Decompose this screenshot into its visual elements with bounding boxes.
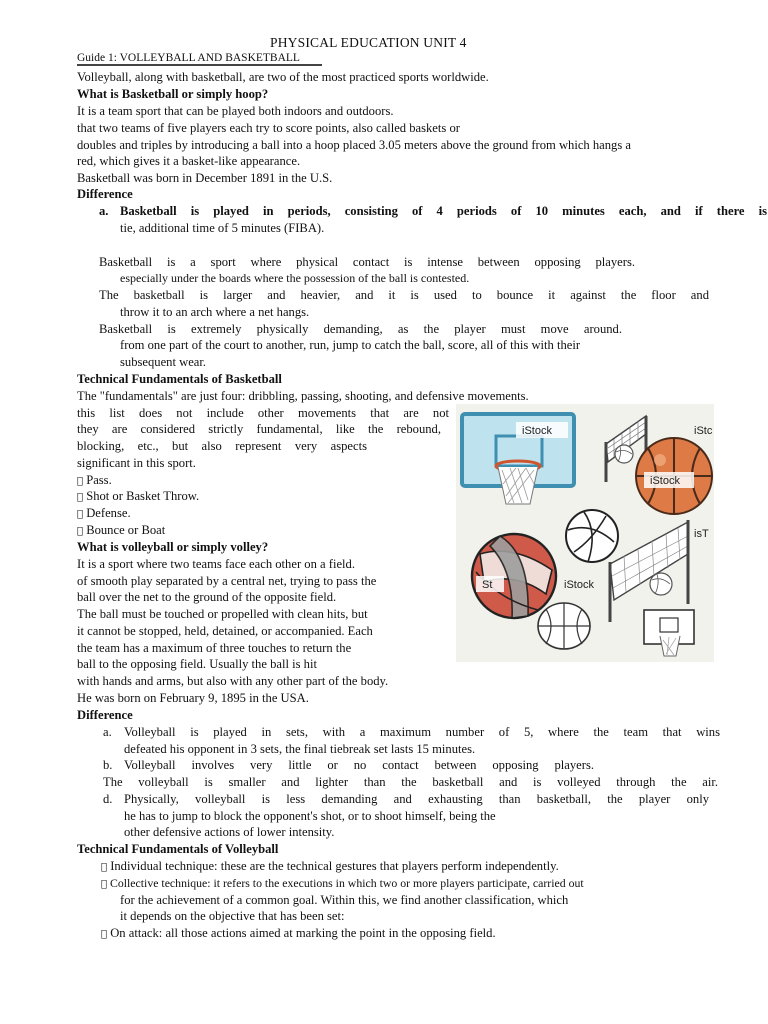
basketball-line: It is a team sport that can be played both indoors and outdoors.: [77, 104, 394, 118]
volleyball-line: He was born on February 9, 1895 in the USA.: [77, 691, 309, 705]
basketball-line: that two teams of five players each try to score points, also called baskets or: [77, 121, 460, 135]
bullet-item: [101, 858, 559, 876]
volleyball-line: the team has a maximum of three touches to return the: [77, 641, 352, 655]
basketball-fundamentals-text: they are considered strictly fundamental, like the rebound,: [77, 422, 441, 436]
bullet-item: [101, 875, 584, 893]
volleyball-line: The ball must be touched or propelled with clean hits, but: [77, 607, 368, 621]
basketball-line: Basketball was born in December 1891 in the U.S.: [77, 171, 333, 185]
list-marker: a.: [103, 725, 112, 739]
volleyball-diff-d-cont: other defensive actions of lower intensity.: [124, 825, 335, 839]
volleyball-line: with hands and arms, but also with any other part of the body.: [77, 674, 389, 688]
basketball-para-cont: subsequent wear.: [120, 355, 207, 369]
basketball-line: red, which gives it a basket-like appearance.: [77, 154, 301, 168]
basketball-fundamentals-text: blocking, etc., but also represent very aspects: [77, 439, 367, 453]
bullet-glyph: [101, 862, 107, 873]
list-marker: b.: [103, 758, 113, 772]
basketball-para-cont: from one part of the court to another, run, jump to catch the ball, score, all of this with their: [120, 338, 581, 352]
watermark-label: iStc: [694, 425, 713, 437]
basketball-diff-a: Basketball is played in periods, consisting of 4 periods of 10 minutes each, and if there is: [120, 204, 767, 218]
basketball-para-cont: especially under the boards where the possession of the ball is contested.: [120, 271, 470, 285]
bullet-glyph: [77, 526, 83, 537]
bullet-item-cont: it depends on the objective that has been set:: [120, 909, 345, 923]
bullet-glyph: [77, 509, 83, 520]
volleyball-diff-c: The volleyball is smaller and lighter than the basketball and is volleyed through the air.: [103, 775, 718, 789]
bullet-item: [77, 488, 199, 506]
page-title: PHYSICAL EDUCATION UNIT 4: [270, 35, 467, 50]
bullet-glyph: [77, 492, 83, 503]
guide-title: Guide 1: VOLLEYBALL AND BASKETBALL: [77, 52, 300, 64]
basketball-para: Basketball is extremely physically demanding, as the player must move around.: [99, 322, 622, 336]
volleyball-difference-heading: Difference: [77, 708, 133, 722]
watermark-label: iStock: [564, 579, 594, 591]
bullet-text: Collective technique: it refers to the executions in which two or more players participate, carried out: [101, 876, 575, 890]
bullet-glyph: [101, 879, 107, 890]
basketball-fundamentals-text: The "fundamentals" are just four: dribbling, passing, shooting, and defensive movements.: [77, 389, 529, 403]
bullet-glyph: [101, 929, 107, 940]
basketball-line: doubles and triples by introducing a ball into a hoop placed 3.05 meters above the ground from which hangs a: [77, 138, 631, 152]
basketball-small-icon: [538, 603, 590, 649]
basketball-heading: What is Basketball or simply hoop?: [77, 87, 269, 101]
basketball-para: Basketball is a sport where physical contact is intense between opposing players.: [99, 255, 635, 269]
bullet-text: Defense.: [77, 506, 122, 520]
basketball-para: The basketball is larger and heavier, and it is used to bounce it against the floor and: [99, 288, 709, 302]
volleyball-diff-d-cont: he has to jump to block the opponent's shot, or to shoot himself, being the: [124, 809, 496, 823]
volleyball-diff-a-cont: defeated his opponent in 3 sets, the final tiebreak set lasts 15 minutes.: [124, 742, 476, 756]
bullet-text: Shot or Basket Throw.: [77, 489, 190, 503]
volleyball-fundamentals-heading: Technical Fundamentals of Volleyball: [77, 842, 279, 856]
bullet-item-cont: for the achievement of a common goal. Within this, we find another classification, which: [120, 893, 569, 907]
volleyball-icon: [566, 510, 618, 562]
volleyball-line: ball to the opposing field. Usually the ball is hit: [77, 657, 317, 671]
bullet-glyph: [77, 476, 83, 487]
basketball-para-cont: throw it to an arch where a net hangs.: [120, 305, 310, 319]
list-marker: d.: [103, 792, 113, 806]
volleyball-line: It is a sport where two teams face each other on a field.: [77, 557, 355, 571]
volleyball-diff-a: Volleyball is played in sets, with a maximum number of 5, where the team that wins: [124, 725, 720, 739]
basketball-difference-heading: Difference: [77, 187, 133, 201]
bullet-text: Individual technique: these are the technical gestures that players perform independently.: [101, 859, 550, 873]
basketball-fundamentals-heading: Technical Fundamentals of Basketball: [77, 372, 282, 386]
intro-text: Volleyball, along with basketball, are two of the most practiced sports worldwide.: [77, 70, 489, 84]
basketball-fundamentals-text: this list does not include other movements that are not: [77, 406, 449, 420]
bullet-text: Bounce or Boat: [77, 523, 157, 537]
basketball-diff-a-cont: tie, additional time of 5 minutes (FIBA).: [120, 221, 325, 235]
bullet-text: On attack: all those actions aimed at marking the point in the opposing field.: [101, 926, 487, 940]
volleyball-diff-d: Physically, volleyball is less demanding and exhausting than basketball, the player only: [124, 792, 709, 806]
watermark-label: iStock: [650, 475, 680, 487]
volleyball-heading: What is volleyball or simply volley?: [77, 540, 269, 554]
guide-underline: [77, 64, 322, 66]
volleyball-line: it cannot be stopped, held, detained, or accompanied. Each: [77, 624, 373, 638]
basketball-fundamentals-text: significant in this sport.: [77, 456, 196, 470]
bullet-item: [101, 925, 496, 943]
watermark-label: isT: [694, 528, 709, 540]
volleyball-line: of smooth play separated by a central net, trying to pass the: [77, 574, 377, 588]
sports-illustration: [456, 404, 714, 662]
watermark-label: iStock: [522, 425, 552, 437]
list-marker: a.: [99, 204, 109, 218]
watermark-label: St: [482, 579, 493, 591]
volleyball-diff-b: Volleyball involves very little or no contact between opposing players.: [124, 758, 594, 772]
bullet-text: Pass.: [77, 473, 103, 487]
bullet-item: [77, 522, 165, 540]
volleyball-line: ball over the net to the ground of the opposite field.: [77, 590, 337, 604]
bullet-item: [77, 505, 131, 523]
